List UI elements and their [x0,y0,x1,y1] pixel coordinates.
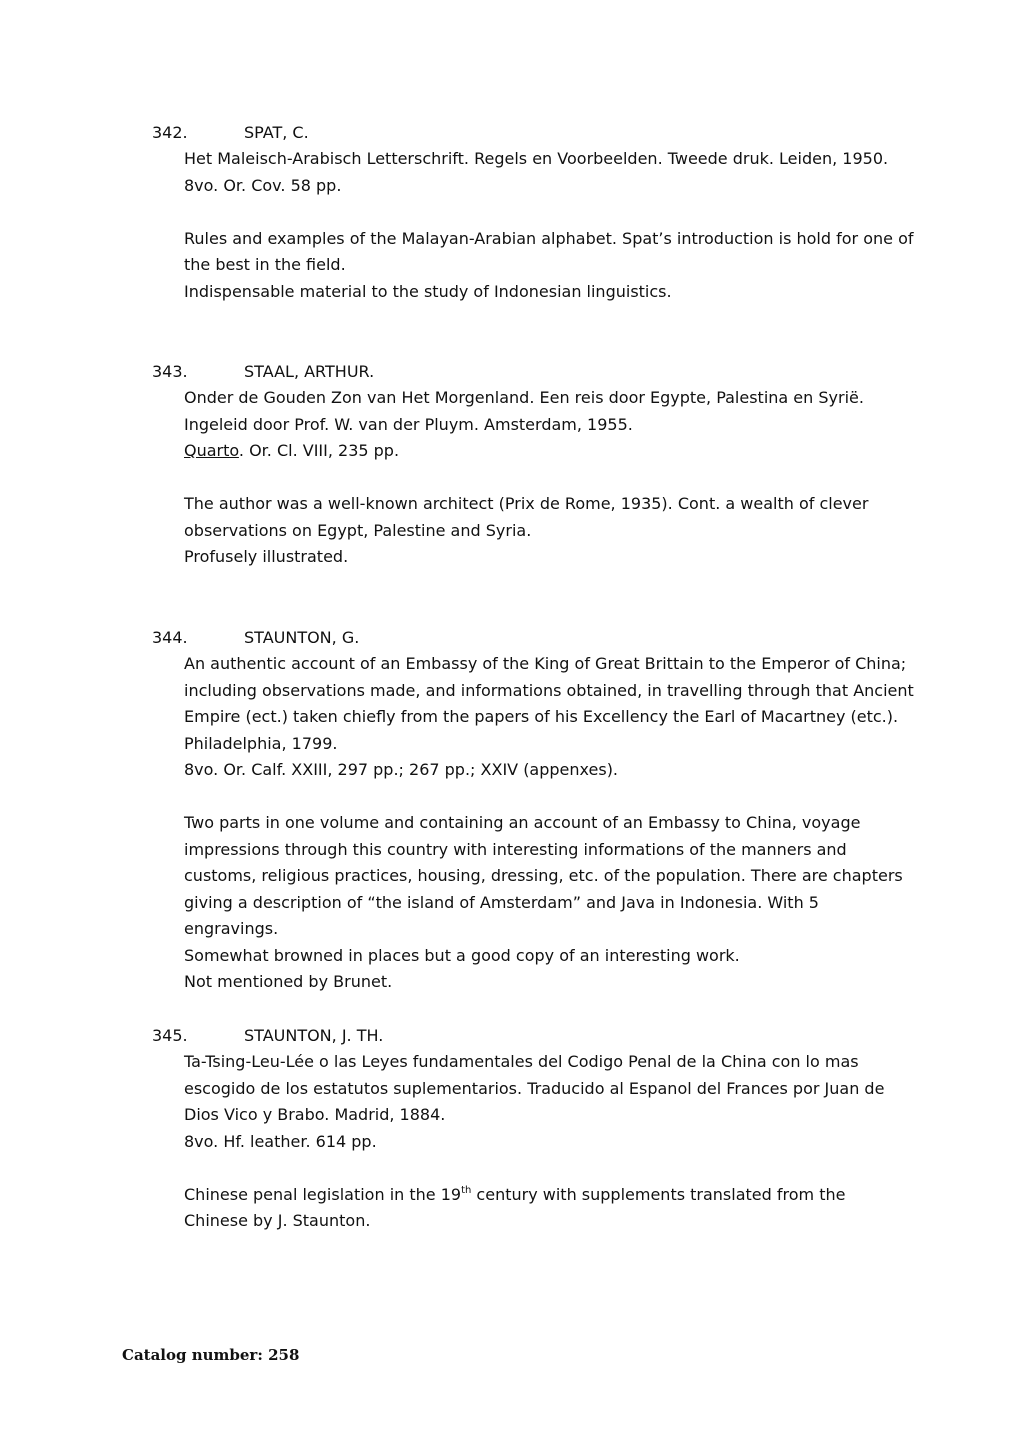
note-superscript: th [461,1184,472,1196]
entry-note: Profusely illustrated. [184,547,349,566]
entry-title: Ta-Tsing-Leu-Lée o las Leyes fundamentales del Codigo Penal de la China con lo mas escogido de los estatutos suplementarios. Traducido al Espanol del Frances por Juan de Dios Vico y Brabo. Madrid, 1884. [184,1052,885,1124]
entry-author: STAUNTON, J. TH. [244,1026,384,1045]
entry-note: Somewhat browned in places but a good copy of an interesting work. [184,945,740,965]
entry-note: The author was a well-known architect (Prix de Rome, 1935). Cont. a wealth of clever observations on Egypt, Palestine and Syria. [184,494,869,540]
entry-number: 342. [152,123,188,142]
entry-author: SPAT, C. [244,123,309,142]
entry-body [184,385,914,571]
note-text: Chinese penal legislation in the 19 [184,1184,462,1204]
entry-note: Not mentioned by Brunet. [184,972,393,991]
entry-format: 8vo. Or. Calf. XXIII, 297 pp.; 267 pp.; XXIV (appenxes). [184,760,619,779]
entry-note: Two parts in one volume and containing an account of an Embassy to China, voyage impressions through this country with interesting informations of the manners and customs, religious practices, housing, dressing, etc. of the population. There are chapters giving a description of “the island of Amsterdam” and Java in Indonesia. With 5 engravings. [184,813,903,938]
entry-heading [152,624,359,651]
entry-number: 344. [152,628,188,647]
entry-note: Rules and examples of the Malayan-Arabian alphabet. Spat’s introduction is hold for one of the best in the field. [184,228,914,274]
entry-number: 345. [152,1026,188,1045]
entry-format: 8vo. Or. Cov. 58 pp. [184,175,342,195]
entry-author: STAAL, ARTHUR. [244,362,375,381]
format-size: Quarto [184,441,239,460]
entry-note [184,1182,914,1235]
entry-heading [152,119,309,146]
entry-number: 343. [152,362,188,381]
entry-heading [152,1022,383,1049]
entry-format: 8vo. Hf. leather. 614 pp. [184,1131,377,1151]
entry-heading [152,358,374,385]
entry-author: STAUNTON, G. [244,628,360,647]
entry-title: Onder de Gouden Zon van Het Morgenland. Een reis door Egypte, Palestina en Syrië. Ingeleid door Prof. W. van der Pluym. Amsterdam, 1955. [184,388,864,434]
entry-format [184,438,914,465]
format-details: . Or. Cl. VIII, 235 pp. [238,441,400,460]
catalog-number-footer: Catalog number: 258 [122,1346,300,1364]
entry-note: Indispensable material to the study of Indonesian linguistics. [184,281,672,301]
entry-imprint: Philadelphia, 1799. [184,733,338,753]
entry-title: An authentic account of an Embassy of the King of Great Brittain to the Emperor of China; including observations made, and informations obtained, in travelling through that Ancient Empire (ect.) taken chiefly from the papers of his Excellency the Earl of Macartney (etc.). [184,654,914,726]
entry-title: Het Maleisch-Arabisch Letterschrift. Regels en Voorbeelden. Tweede druk. Leiden, 1950. [184,149,889,168]
entry-body [184,1049,914,1235]
note-text: century with supplements translated from the Chinese by J. Staunton. [184,1184,846,1230]
entry-body [184,146,914,305]
entry-body [184,651,914,996]
